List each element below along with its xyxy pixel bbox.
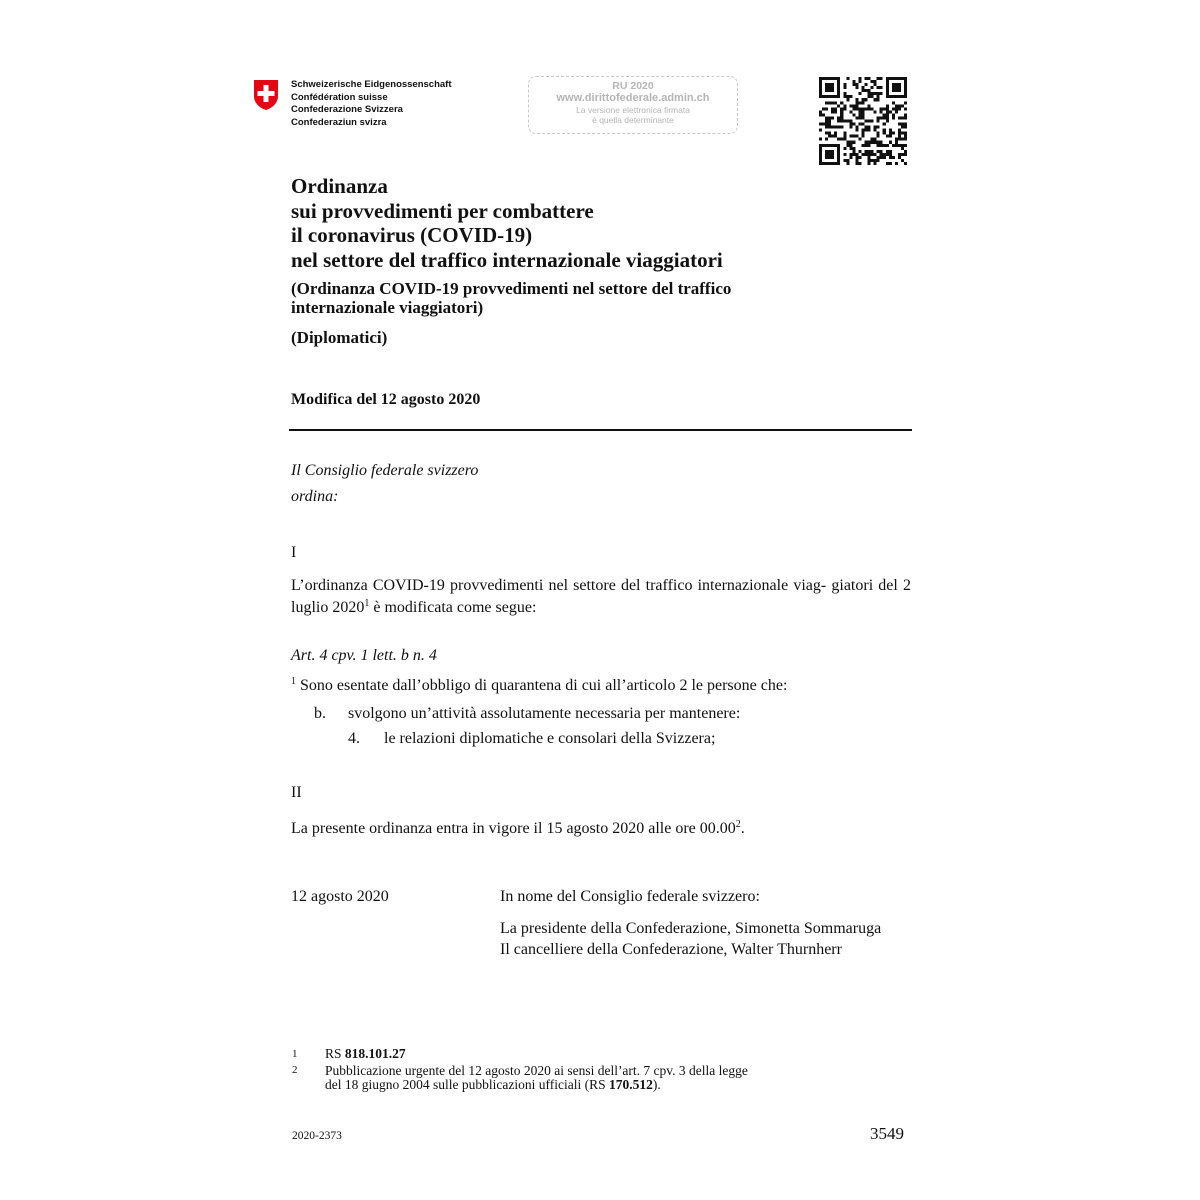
letter-b-text: svolgono un’attività assolutamente necessaria per mantenere: bbox=[348, 705, 741, 722]
footnote-2-number: 2 bbox=[292, 1064, 298, 1076]
entry-into-force-text: La presente ordinanza entra in vigore il 15 agosto 2020 alle ore 00.00 bbox=[291, 820, 736, 837]
letter-b-label: b. bbox=[314, 705, 326, 722]
stamp-website: www.dirittofederale.admin.ch bbox=[556, 92, 710, 104]
signature-intro: In nome del Consiglio federale svizzero: bbox=[500, 888, 760, 905]
amendment-paragraph bbox=[291, 575, 911, 621]
document-subtitle: (Diplomatici) bbox=[291, 328, 388, 347]
paragraph-number: 1 bbox=[291, 676, 296, 687]
article-reference: Art. 4 cpv. 1 lett. b n. 4 bbox=[291, 647, 437, 664]
confederation-name-de: Schweizerische Eidgenossenschaft bbox=[291, 79, 452, 90]
article-paragraph-text: Sono esentate dall’obbligo di quarantena di cui all’articolo 2 le persone che: bbox=[296, 677, 788, 694]
footnote-2-line-1: Pubblicazione urgente del 12 agosto 2020 ai sensi dell’art. 7 cpv. 3 della legge bbox=[325, 1063, 748, 1078]
confederation-name-rm: Confederaziun svizra bbox=[291, 116, 387, 128]
footnote-2-reference: 170.512 bbox=[608, 1077, 653, 1092]
section-number-1: I bbox=[291, 544, 297, 561]
qr-code-icon bbox=[819, 77, 907, 165]
footnote-ref-1: 1 bbox=[364, 598, 370, 609]
document-number: 2020-2373 bbox=[292, 1130, 342, 1142]
signatory-president: La presidente della Confederazione, Simonetta Sommaruga bbox=[500, 920, 882, 937]
confederation-name-it: Confederazione Svizzera bbox=[291, 104, 403, 115]
signature-date: 12 agosto 2020 bbox=[291, 888, 389, 905]
amendment-paragraph-end: è modificata come segue: bbox=[369, 599, 537, 616]
swiss-coat-of-arms-icon bbox=[252, 79, 280, 111]
title-line-2: sui provvedimenti per combattere bbox=[291, 198, 594, 223]
signatory-chancellor: Il cancelliere della Confederazione, Walter Thurnherr bbox=[500, 941, 842, 958]
document-title bbox=[291, 174, 723, 272]
item-4-label: 4. bbox=[348, 730, 360, 747]
short-title-line-2: internazionale viaggiatori) bbox=[291, 298, 484, 317]
preamble-orders: ordina: bbox=[291, 488, 339, 505]
title-line-3: il coronavirus (COVID-19) bbox=[291, 223, 533, 247]
stamp-collection: RU 2020 bbox=[612, 80, 654, 92]
page-number: 3549 bbox=[870, 1124, 904, 1143]
official-publication-stamp bbox=[528, 76, 738, 134]
footnote-2-line-2-prefix: del 18 giugno 2004 sulle pubblicazioni ufficiali (RS bbox=[325, 1077, 609, 1092]
short-title bbox=[291, 279, 731, 317]
modification-date: Modifica del 12 agosto 2020 bbox=[291, 391, 481, 408]
entry-into-force bbox=[291, 818, 745, 842]
short-title-line-1: (Ordinanza COVID-19 provvedimenti nel settore del traffico bbox=[291, 279, 732, 298]
footnote-ref-2: 2 bbox=[735, 819, 741, 830]
preamble-authority: Il Consiglio federale svizzero bbox=[291, 462, 479, 479]
amendment-paragraph-text: L’ordinanza COVID-19 provvedimenti nel settore del traffico internazionale viag- giatori del 2 luglio 2020 bbox=[291, 577, 911, 616]
footnote-1-number: 1 bbox=[292, 1048, 298, 1060]
title-divider bbox=[289, 429, 912, 431]
confederation-name-fr: Confédération suisse bbox=[291, 91, 388, 103]
entry-into-force-end: . bbox=[740, 820, 745, 837]
item-4-text: le relazioni diplomatiche e consolari della Svizzera; bbox=[384, 730, 716, 747]
title-line-1: Ordinanza bbox=[291, 174, 388, 198]
footnote-2-line-2-suffix: ). bbox=[652, 1077, 661, 1092]
footnote-2-line-2 bbox=[325, 1078, 661, 1092]
stamp-note-2: è quella determinante bbox=[592, 115, 674, 125]
title-line-4: nel settore del traffico internazionale viaggiatori bbox=[291, 247, 723, 272]
footnote-1-reference: 818.101.27 bbox=[344, 1046, 406, 1061]
section-number-2: II bbox=[291, 784, 302, 801]
confederation-names bbox=[291, 79, 452, 129]
footnote-1-prefix: RS bbox=[325, 1046, 345, 1061]
footnote-1 bbox=[325, 1047, 406, 1061]
article-paragraph bbox=[291, 675, 787, 699]
stamp-note-1: La versione elettronica firmata bbox=[576, 105, 690, 115]
